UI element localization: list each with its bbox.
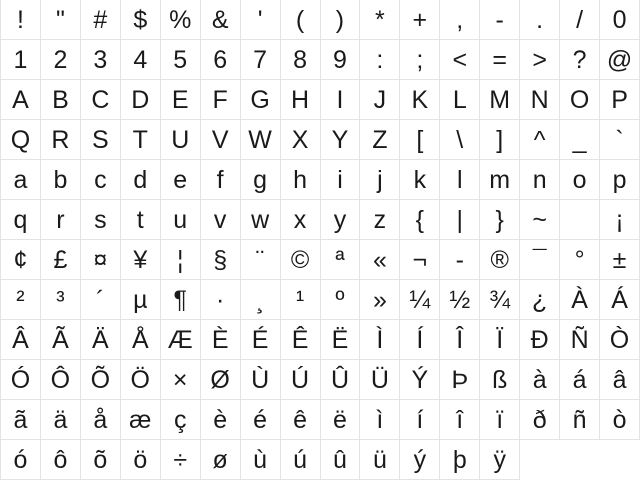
glyph-cell[interactable]: w [241, 200, 281, 240]
glyph-cell[interactable]: B [41, 80, 81, 120]
glyph-cell[interactable]: Ó [1, 360, 41, 400]
glyph-cell[interactable]: 3 [81, 40, 121, 80]
glyph-cell[interactable]: ' [241, 0, 281, 40]
glyph-cell[interactable]: ¿ [520, 280, 560, 320]
glyph-cell[interactable]: = [480, 40, 520, 80]
glyph-cell[interactable]: $ [121, 0, 161, 40]
glyph-cell[interactable]: ¹ [281, 280, 321, 320]
glyph-cell[interactable]: È [201, 320, 241, 360]
glyph-cell[interactable]: ¥ [121, 240, 161, 280]
glyph-cell[interactable]: ² [1, 280, 41, 320]
glyph-cell[interactable]: º [321, 280, 361, 320]
glyph-cell[interactable]: G [241, 80, 281, 120]
glyph-cell[interactable]: Å [121, 320, 161, 360]
glyph-cell[interactable]: ; [400, 40, 440, 80]
glyph-cell[interactable]: m [480, 160, 520, 200]
glyph-cell[interactable]: ? [560, 40, 600, 80]
glyph-cell[interactable]: ÷ [161, 440, 201, 480]
glyph-cell[interactable]: - [480, 0, 520, 40]
glyph-cell[interactable]: Q [1, 120, 41, 160]
glyph-cell[interactable]: õ [81, 440, 121, 480]
glyph-cell[interactable]: 2 [41, 40, 81, 80]
glyph-cell[interactable]: Ü [360, 360, 400, 400]
glyph-cell[interactable]: % [161, 0, 201, 40]
glyph-cell[interactable]: d [121, 160, 161, 200]
glyph-cell[interactable]: ¤ [81, 240, 121, 280]
glyph-cell[interactable]: D [121, 80, 161, 120]
glyph-cell[interactable]: F [201, 80, 241, 120]
glyph-cell[interactable]: 7 [241, 40, 281, 80]
glyph-cell[interactable]: } [480, 200, 520, 240]
glyph-cell[interactable]: , [440, 0, 480, 40]
glyph-cell[interactable]: Í [400, 320, 440, 360]
glyph-cell[interactable]: ) [321, 0, 361, 40]
glyph-cell[interactable]: ~ [520, 200, 560, 240]
glyph-cell[interactable]: Õ [81, 360, 121, 400]
glyph-cell[interactable]: × [161, 360, 201, 400]
glyph-cell[interactable]: 0 [600, 0, 640, 40]
glyph-cell[interactable]: ¢ [1, 240, 41, 280]
glyph-cell[interactable]: ¼ [400, 280, 440, 320]
glyph-cell[interactable]: * [360, 0, 400, 40]
glyph-cell[interactable]: # [81, 0, 121, 40]
glyph-cell[interactable]: q [1, 200, 41, 240]
glyph-cell[interactable]: j [360, 160, 400, 200]
glyph-cell[interactable]: ¸ [241, 280, 281, 320]
glyph-cell[interactable]: Z [360, 120, 400, 160]
glyph-cell[interactable]: ñ [560, 400, 600, 440]
glyph-cell[interactable]: Ò [600, 320, 640, 360]
glyph-cell[interactable]: I [321, 80, 361, 120]
glyph-cell[interactable]: 4 [121, 40, 161, 80]
glyph-cell[interactable]: Ö [121, 360, 161, 400]
glyph-cell[interactable]: © [281, 240, 321, 280]
glyph-cell[interactable]: Þ [440, 360, 480, 400]
glyph-cell[interactable]: K [400, 80, 440, 120]
glyph-cell[interactable]: x [281, 200, 321, 240]
glyph-cell[interactable]: è [201, 400, 241, 440]
glyph-cell[interactable]: r [41, 200, 81, 240]
glyph-cell[interactable]: µ [121, 280, 161, 320]
glyph-cell[interactable]: ] [480, 120, 520, 160]
glyph-cell[interactable]: ô [41, 440, 81, 480]
glyph-cell[interactable]: Ï [480, 320, 520, 360]
glyph-cell[interactable]: ã [1, 400, 41, 440]
glyph-cell[interactable]: k [400, 160, 440, 200]
glyph-cell[interactable]: 5 [161, 40, 201, 80]
glyph-cell[interactable]: V [201, 120, 241, 160]
glyph-cell[interactable]: s [81, 200, 121, 240]
glyph-cell[interactable]: { [400, 200, 440, 240]
glyph-cell[interactable]: Æ [161, 320, 201, 360]
glyph-cell[interactable]: L [440, 80, 480, 120]
glyph-cell[interactable]: ¾ [480, 280, 520, 320]
glyph-cell[interactable]: É [241, 320, 281, 360]
glyph-cell[interactable]: R [41, 120, 81, 160]
glyph-cell[interactable]: § [201, 240, 241, 280]
glyph-cell[interactable]: ü [360, 440, 400, 480]
glyph-cell[interactable]: g [241, 160, 281, 200]
glyph-cell[interactable]: . [520, 0, 560, 40]
glyph-cell[interactable]: í [400, 400, 440, 440]
glyph-cell[interactable]: " [41, 0, 81, 40]
glyph-cell[interactable]: à [520, 360, 560, 400]
glyph-cell[interactable]: ß [480, 360, 520, 400]
glyph-cell[interactable]: < [440, 40, 480, 80]
glyph-cell[interactable]: ´ [81, 280, 121, 320]
glyph-cell[interactable]: W [241, 120, 281, 160]
glyph-cell[interactable]: î [440, 400, 480, 440]
glyph-cell[interactable]: e [161, 160, 201, 200]
glyph-cell[interactable]: o [560, 160, 600, 200]
glyph-cell[interactable]: J [360, 80, 400, 120]
glyph-cell[interactable]: ú [281, 440, 321, 480]
glyph-cell[interactable]: ¡ [600, 200, 640, 240]
glyph-cell[interactable]: á [560, 360, 600, 400]
glyph-cell[interactable]: Û [321, 360, 361, 400]
glyph-cell[interactable]: _ [560, 120, 600, 160]
glyph-cell[interactable]: f [201, 160, 241, 200]
glyph-cell[interactable]: â [600, 360, 640, 400]
glyph-cell[interactable]: t [121, 200, 161, 240]
glyph-cell[interactable]: T [121, 120, 161, 160]
glyph-cell[interactable]: Ø [201, 360, 241, 400]
glyph-cell[interactable]: Î [440, 320, 480, 360]
glyph-cell[interactable]: Ñ [560, 320, 600, 360]
glyph-cell[interactable]: ± [600, 240, 640, 280]
glyph-cell[interactable]: ¨ [241, 240, 281, 280]
glyph-cell[interactable]: + [400, 0, 440, 40]
glyph-cell[interactable]: l [440, 160, 480, 200]
glyph-cell[interactable]: v [201, 200, 241, 240]
glyph-cell[interactable]: þ [440, 440, 480, 480]
glyph-cell[interactable]: ` [600, 120, 640, 160]
glyph-cell[interactable]: ï [480, 400, 520, 440]
glyph-cell[interactable]: i [321, 160, 361, 200]
glyph-cell[interactable]: Ô [41, 360, 81, 400]
glyph-cell[interactable]: P [600, 80, 640, 120]
glyph-cell[interactable]: b [41, 160, 81, 200]
glyph-cell[interactable]: Ã [41, 320, 81, 360]
glyph-cell[interactable]: u [161, 200, 201, 240]
glyph-cell[interactable]: ì [360, 400, 400, 440]
glyph-cell[interactable] [560, 200, 600, 240]
glyph-cell[interactable]: ª [321, 240, 361, 280]
glyph-cell[interactable]: - [440, 240, 480, 280]
glyph-cell[interactable]: ù [241, 440, 281, 480]
glyph-cell[interactable]: Ý [400, 360, 440, 400]
glyph-cell[interactable]: À [560, 280, 600, 320]
glyph-cell[interactable]: Ä [81, 320, 121, 360]
glyph-cell[interactable]: ° [560, 240, 600, 280]
glyph-cell[interactable]: ¶ [161, 280, 201, 320]
glyph-cell[interactable]: A [1, 80, 41, 120]
glyph-cell[interactable]: [ [400, 120, 440, 160]
glyph-cell[interactable]: Â [1, 320, 41, 360]
glyph-cell[interactable]: ½ [440, 280, 480, 320]
glyph-cell[interactable]: c [81, 160, 121, 200]
glyph-cell[interactable]: Ê [281, 320, 321, 360]
glyph-cell[interactable]: æ [121, 400, 161, 440]
glyph-cell[interactable]: » [360, 280, 400, 320]
glyph-cell[interactable]: \ [440, 120, 480, 160]
glyph-cell[interactable]: 6 [201, 40, 241, 80]
glyph-cell[interactable]: Y [321, 120, 361, 160]
glyph-cell[interactable]: a [1, 160, 41, 200]
glyph-cell[interactable]: Ë [321, 320, 361, 360]
glyph-cell[interactable]: ( [281, 0, 321, 40]
glyph-cell[interactable]: S [81, 120, 121, 160]
glyph-cell[interactable]: 9 [321, 40, 361, 80]
glyph-cell[interactable]: M [480, 80, 520, 120]
glyph-cell[interactable]: û [321, 440, 361, 480]
glyph-cell[interactable]: > [520, 40, 560, 80]
glyph-cell[interactable]: Ì [360, 320, 400, 360]
glyph-cell[interactable]: Ù [241, 360, 281, 400]
glyph-cell[interactable]: ^ [520, 120, 560, 160]
glyph-cell[interactable]: ð [520, 400, 560, 440]
glyph-cell[interactable]: å [81, 400, 121, 440]
glyph-cell[interactable]: ³ [41, 280, 81, 320]
glyph-cell[interactable]: O [560, 80, 600, 120]
glyph-cell[interactable]: Ð [520, 320, 560, 360]
glyph-cell[interactable]: z [360, 200, 400, 240]
glyph-cell[interactable]: ¯ [520, 240, 560, 280]
glyph-cell[interactable]: @ [600, 40, 640, 80]
glyph-cell[interactable]: / [560, 0, 600, 40]
glyph-cell[interactable]: U [161, 120, 201, 160]
glyph-cell[interactable]: C [81, 80, 121, 120]
glyph-cell[interactable]: ø [201, 440, 241, 480]
glyph-cell[interactable]: ä [41, 400, 81, 440]
glyph-cell[interactable]: N [520, 80, 560, 120]
glyph-cell[interactable]: & [201, 0, 241, 40]
glyph-cell[interactable]: Ú [281, 360, 321, 400]
glyph-cell[interactable]: p [600, 160, 640, 200]
glyph-cell[interactable]: ö [121, 440, 161, 480]
glyph-cell[interactable]: ¦ [161, 240, 201, 280]
glyph-cell[interactable]: ! [1, 0, 41, 40]
glyph-cell[interactable]: ê [281, 400, 321, 440]
glyph-cell[interactable]: ¬ [400, 240, 440, 280]
glyph-cell[interactable]: é [241, 400, 281, 440]
glyph-cell[interactable]: n [520, 160, 560, 200]
glyph-cell[interactable]: ó [1, 440, 41, 480]
glyph-cell[interactable]: 8 [281, 40, 321, 80]
glyph-cell[interactable]: « [360, 240, 400, 280]
glyph-cell[interactable]: y [321, 200, 361, 240]
glyph-cell[interactable]: ç [161, 400, 201, 440]
glyph-cell[interactable]: £ [41, 240, 81, 280]
glyph-cell[interactable]: · [201, 280, 241, 320]
glyph-cell[interactable]: h [281, 160, 321, 200]
glyph-cell[interactable]: Á [600, 280, 640, 320]
glyph-cell[interactable]: : [360, 40, 400, 80]
glyph-cell[interactable]: ë [321, 400, 361, 440]
glyph-cell[interactable]: H [281, 80, 321, 120]
glyph-cell[interactable]: E [161, 80, 201, 120]
glyph-cell[interactable]: ò [600, 400, 640, 440]
glyph-cell[interactable]: 1 [1, 40, 41, 80]
glyph-cell[interactable]: | [440, 200, 480, 240]
glyph-cell[interactable]: ÿ [480, 440, 520, 480]
glyph-cell[interactable]: ý [400, 440, 440, 480]
glyph-cell[interactable]: X [281, 120, 321, 160]
glyph-cell[interactable]: ® [480, 240, 520, 280]
